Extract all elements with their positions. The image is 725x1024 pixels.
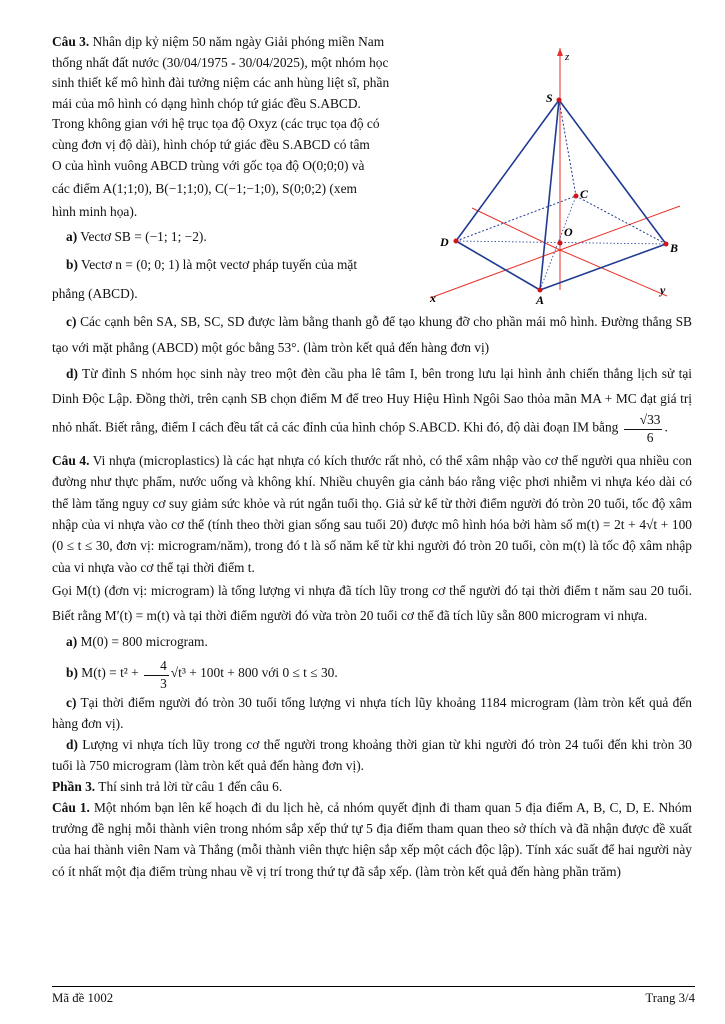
q3-line-2: sinh thiết kế mô hình đài tưởng niệm các anh hùng liệt sĩ, phần: [52, 75, 390, 91]
edge-sc: [559, 100, 576, 196]
q3-option-b: b) Vectơ n = (0; 0; 1) là một vectơ pháp tuyến của mặt: [66, 256, 358, 272]
q3-option-d: d) Từ đỉnh S nhóm học sinh này treo một đèn cầu pha lê tâm I, bên trong lưu lại hình ảnh chiến thắng lịch sử tại Dinh Độc Lập. Đồng thời, trên cạnh SB chọn điểm M để treo Huy Hiệu Hình Ngôi Sao thỏa mãn MA + MC đạt giá trị nhỏ nhất. Biết rằng, điểm I cách đều tất cả các đỉnh của hình chóp S.ABCD. Khi đó, độ dài đoạn IM bằng $\frac{√33}{6}$ .: [52, 365, 692, 445]
q3-option-b-cont: phẳng (ABCD).: [52, 285, 138, 301]
label-s: S: [546, 91, 553, 105]
q3-line-1: thống nhất đất nước (30/04/1975 - 30/04/2025), một nhóm học: [52, 54, 389, 70]
point-d: [454, 239, 459, 244]
q4-b-fraction: $\frac{4}{3}$: [144, 657, 169, 692]
q3-line-4: Trong không gian với hệ trục tọa độ Oxyz (các trục tọa độ có: [52, 116, 380, 132]
edge-sb: [559, 100, 666, 244]
label-b: B: [670, 241, 679, 255]
q4-option-b: b) M(t) = t² + $\frac{4}{3}$ √t³ + 100t + 800 với 0 ≤ t ≤ 30.: [66, 657, 338, 691]
label-x: x: [430, 291, 436, 305]
label-y: y: [660, 283, 666, 297]
q3-line-3: mái của mô hình có dạng hình chóp tứ giác đều S.ABCD.: [52, 95, 361, 111]
q4-option-c: c) Tại thời điểm người đó tròn 30 tuổi tổng lượng vi nhựa tích lũy khoảng 1184 microgram (làm tròn kết quả đến hàng đơn vị).: [52, 694, 692, 731]
point-o: [558, 241, 563, 246]
q3-line-7: các điểm A(1;1;0), B(−1;1;0), C(−1;−1;0), S(0;0;2) (xem: [52, 181, 357, 197]
point-b: [664, 242, 669, 247]
q4-title: Câu 4.: [52, 452, 90, 468]
q4-option-d: d) Lượng vi nhựa tích lũy trong cơ thể người trong khoảng thời gian từ khi người đó tròn 24 tuổi đến khi tròn 30 tuổi là 750 microgram (làm tròn kết quả đến hàng đơn vị).: [52, 736, 692, 773]
label-o: O: [564, 225, 573, 239]
q3-line-0: Câu 3. Nhân dịp kỷ niệm 50 năm ngày Giải phóng miền Nam: [52, 34, 385, 49]
q3-option-a: a) Vectơ SB = (−1; 1; −2).: [66, 228, 207, 244]
page-number: Trang 3/4: [645, 991, 695, 1005]
edge-sd: [456, 100, 559, 241]
q3-line-5: cùng đơn vị độ dài), hình chóp tứ giác đều S.ABCD có tâm: [52, 136, 370, 152]
q3-line-8: hình minh họa).: [52, 204, 138, 220]
edge-da: [456, 241, 540, 290]
pyramid-figure: [412, 40, 702, 312]
edge-cb: [576, 196, 666, 244]
label-c: C: [580, 187, 589, 201]
page-footer: [52, 986, 695, 1006]
y-axis: [560, 250, 667, 296]
q1-title: Câu 1.: [52, 799, 90, 815]
point-s: [557, 98, 562, 103]
point-a: [538, 288, 543, 293]
q3-d-fraction: $\frac{√33}{6}$: [624, 411, 663, 446]
label-d: D: [440, 235, 449, 249]
label-a: A: [536, 293, 545, 307]
z-axis-arrow: [557, 48, 563, 56]
edge-dc: [456, 196, 576, 241]
q3-line-6: O của hình vuông ABCD trùng với gốc tọa độ O(0;0;0) và: [52, 157, 365, 173]
q4-option-a: a) M(0) = 800 microgram.: [66, 634, 208, 650]
x-axis-ext: [560, 206, 680, 250]
q3-intro: [52, 32, 414, 309]
edge-sa: [540, 100, 559, 290]
q3-option-c: c) Các cạnh bên SA, SB, SC, SD được làm bằng thanh gỗ để tạo khung đỡ cho phần mái mô hình. Đường thẳng SB tạo với mặt phẳng (ABCD) một góc bằng 53°. (làm tròn kết quả đến hàng đơn vị): [52, 313, 692, 355]
point-c: [574, 194, 579, 199]
label-z: z: [565, 51, 570, 63]
q4-intro: Câu 4. Vi nhựa (microplastics) là các hạt nhựa có kích thước rất nhỏ, có thể xâm nhập vào cơ thể người qua nhiều con đường như thực phẩm, nước uống và không khí. Nhiều chuyên gia cảnh báo rằng việc phơi nhiễm vi nhựa kéo dài có thể làm tăng nguy cơ suy giảm sức khỏe và rút ngắn tuổi thọ. Giả sử kể từ thời điểm người đó tròn 20 tuổi, tốc độ xâm nhập của vi nhựa vào cơ thể (tính theo thời gian sống sau tuổi 20) được mô hình hóa bởi hàm số m(t) = 2t + 4√t + 100 (0 ≤ t ≤ 30, đơn vị: microgram/năm), trong đó t là số năm kể từ khi người đó tròn 20 tuổi, còn m(t) là tốc độ xâm nhập của vi nhựa vào cơ thể tại thời điểm t.: [52, 452, 692, 575]
exam-code: Mã đề 1002: [52, 991, 114, 1005]
part3-heading: Phần 3. Thí sinh trả lời từ câu 1 đến câu 6.: [52, 778, 283, 794]
q1-text: Câu 1. Một nhóm bạn lên kế hoạch đi du lịch hè, cả nhóm quyết định đi tham quan 5 địa điểm A, B, C, D, E. Nhóm trưởng đề nghị mỗi thành viên trong nhóm sắp xếp thứ tự 5 địa điểm tham quan theo sở thích và đã nhận được đề xuất của hai thành viên Nam và Thắng (mỗi thành viên thực hiện sắp xếp một cách độc lập). Tính xác suất để hai người này có ít nhất một địa điểm trùng nhau về vị trí trong thứ tự đã sắp xếp. (làm tròn kết quả đến hàng phần trăm): [52, 799, 692, 879]
q4-intro-2: Gọi M(t) (đơn vị: microgram) là tổng lượng vi nhựa đã tích lũy trong cơ thể người đó tại thời điểm t năm sau 20 tuổi. Biết rằng M′(t) = m(t) và tại thời điểm người đó vừa tròn 20 tuổi cơ thể đã tích lũy sẵn 800 microgram vi nhựa.: [52, 583, 692, 624]
q3-title: Câu 3.: [52, 34, 90, 49]
